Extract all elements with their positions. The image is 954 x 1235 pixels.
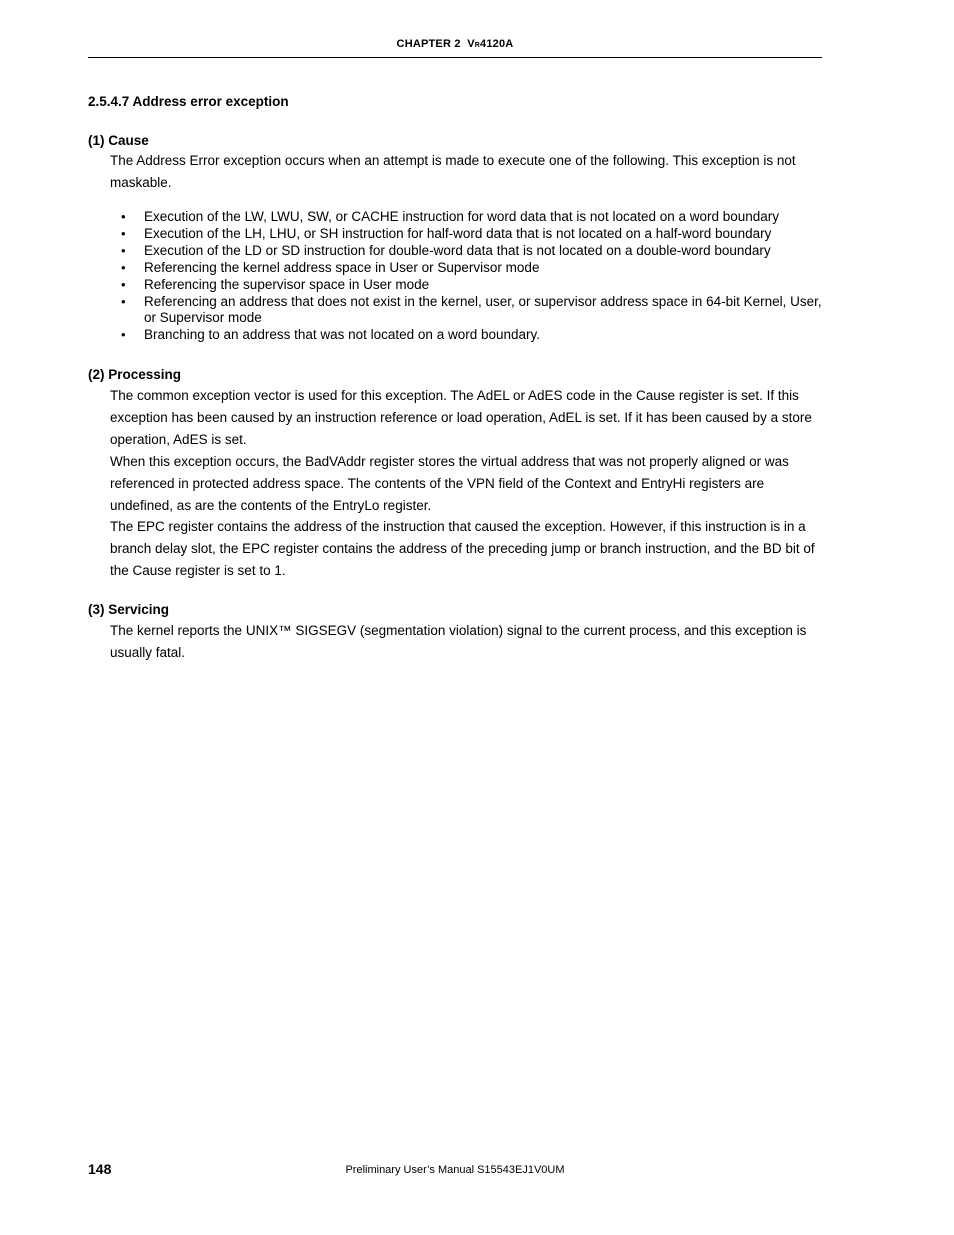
cause-heading: (1) Cause xyxy=(88,133,149,148)
bullet-icon: • xyxy=(121,243,126,258)
list-item: • Execution of the LH, LHU, or SH instruction for half-word data that is not located on a half-word boundary xyxy=(121,226,772,241)
bullet-icon: • xyxy=(121,327,126,342)
servicing-paragraph: The kernel reports the UNIX™ SIGSEGV (segmentation violation) signal to the current process, and this exception is usually fatal. xyxy=(110,623,807,660)
product-subscript: R xyxy=(474,42,481,49)
bullet-icon: • xyxy=(121,226,126,241)
list-item: • Execution of the LD or SD instruction for double-word data that is not located on a double-word boundary xyxy=(121,243,771,258)
page-number: 148 xyxy=(88,1161,112,1177)
list-item: • Execution of the LW, LWU, SW, or CACHE instruction for word data that is not located on a word boundary xyxy=(121,209,780,224)
bullet-icon: • xyxy=(121,277,126,292)
servicing-heading: (3) Servicing xyxy=(88,602,170,617)
bullet-icon: • xyxy=(121,209,126,224)
product-prefix: V xyxy=(467,38,475,50)
processing-paragraph-1: The common exception vector is used for this exception. The AdEL or AdES code in the Cause register is set. If this exception has been caused by an instruction reference or load operation, AdEL is set. If it has been caused by a store operation, AdES is set. xyxy=(110,388,812,447)
processing-paragraph-3: The EPC register contains the address of the instruction that caused the exception. However, if this instruction is in a branch delay slot, the EPC register contains the address of the preceding jump or branch instruction, and the BD bit of the Cause register is set to 1. xyxy=(110,519,815,578)
footer-manual-title: Preliminary User’s Manual S15543EJ1V0UM xyxy=(345,1164,565,1176)
processing-paragraph-2: When this exception occurs, the BadVAddr register stores the virtual address that was not properly aligned or was referenced in protected address space. The contents of the VPN field of the Context and EntryHi registers are undefined, as are the contents of the EntryLo register. xyxy=(110,454,789,513)
chapter-label: CHAPTER 2 xyxy=(396,38,461,50)
section-title: 2.5.4.7 Address error exception xyxy=(88,94,289,109)
bullet-icon: • xyxy=(121,294,126,309)
product-suffix: 4120A xyxy=(480,38,514,50)
header-rule xyxy=(88,57,822,58)
cause-list xyxy=(110,209,822,344)
list-item: • Referencing the supervisor space in User mode xyxy=(121,277,430,292)
list-item: • Referencing an address that does not exist in the kernel, user, or supervisor address space in 64-bit Kernel, User, or Supervisor mode xyxy=(121,294,822,325)
cause-intro: The Address Error exception occurs when an attempt is made to execute one of the following. This exception is not maskable. xyxy=(110,153,796,190)
running-header xyxy=(88,38,822,50)
processing-heading: (2) Processing xyxy=(88,367,182,382)
list-item: • Branching to an address that was not located on a word boundary. xyxy=(121,327,541,342)
list-item: • Referencing the kernel address space in User or Supervisor mode xyxy=(121,260,540,275)
bullet-icon: • xyxy=(121,260,126,275)
